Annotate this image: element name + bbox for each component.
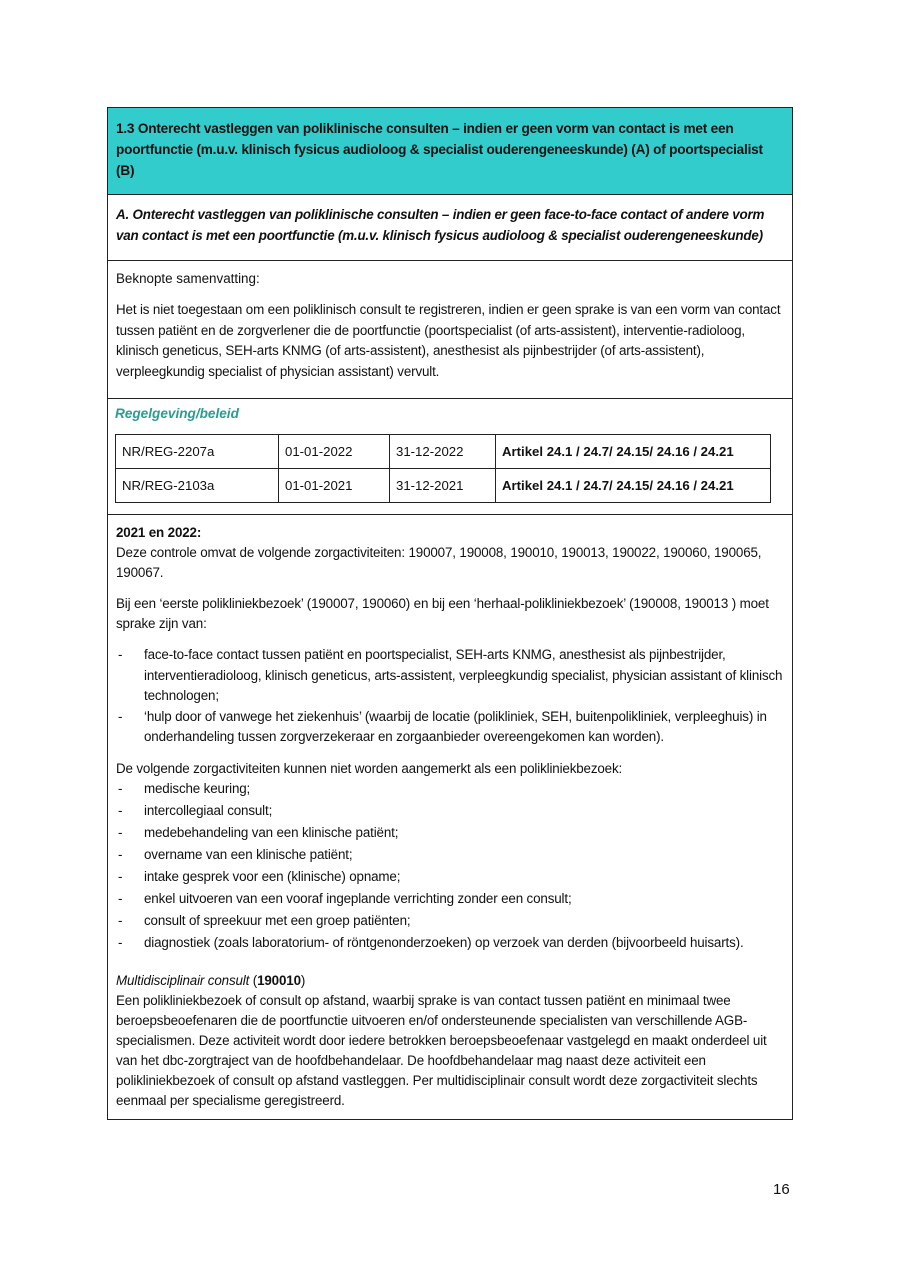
subsection-title: A. Onterecht vastleggen van poliklinische consulten – indien er geen face-to-face contact of andere vorm van contact is met een poortfunctie (m.u.v. klinisch fysicus audioloog & specialist ouderengeneeskunde) [116, 207, 765, 243]
section-header [108, 108, 792, 194]
exclusions-list [116, 779, 784, 953]
regulation-start-date: 01-01-2021 [279, 469, 390, 503]
paren-open: ( [249, 972, 258, 988]
list-item [116, 707, 784, 748]
dash-bullet: - [118, 846, 123, 862]
list-item [116, 801, 784, 821]
multidisciplinary-body: Een polikliniekbezoek of consult op afstand, waarbij sprake is van contact tussen patiënt en minimaal twee beroepsbeoefenaren die de poortfunctie uitvoeren en/of ondersteunende specialisten van verschillende AGB-specialismen. Deze activiteit wordt door iedere betrokken beroepsbeoefenaar vastgelegd en maakt onderdeel uit van het dbc-zorgtraject van de hoofdbehandelaar. De hoofdbehandelaar mag naast deze activiteit een polikliniekbezoek of consult op afstand vastleggen. Per multidisciplinair consult wordt deze zorgactiviteit slechts eenmaal per specialisme geregistreerd. [116, 992, 767, 1108]
list-item [116, 823, 784, 843]
dash-bullet: - [118, 912, 123, 928]
table-row [116, 435, 771, 469]
list-item [116, 845, 784, 865]
page-number: 16 [773, 1181, 790, 1198]
list-item-text: medebehandeling van een klinische patiënt; [144, 824, 399, 840]
list-item [116, 779, 784, 799]
dash-bullet: - [118, 708, 123, 724]
list-item-text: face-to-face contact tussen patiënt en poortspecialist, SEH-arts KNMG, anesthesist als pijnbestrijder, interventieradioloog, klinisch geneticus, arts-assistent, verpleegkundig specialist, physician assistant of klinisch technologen; [144, 647, 783, 703]
list-item [116, 867, 784, 887]
details-section [108, 514, 792, 1119]
list-item-text: ‘hulp door of vanwege het ziekenhuis’ (waarbij de locatie (polikliniek, SEH, buitenpolikliniek, verpleeghuis) in onderhandeling tussen zorgverzekeraar en zorgaanbieder overeengekomen kan worden). [144, 708, 767, 744]
multidisciplinary-label: Multidisciplinair consult [116, 972, 250, 988]
list-item-text: enkel uitvoeren van een vooraf ingeplande verrichting zonder een consult; [144, 890, 572, 906]
document-table [107, 107, 793, 1120]
regulation-articles: Artikel 24.1 / 24.7/ 24.15/ 24.16 / 24.21 [496, 469, 771, 503]
regulation-end-date: 31-12-2022 [390, 435, 496, 469]
subsection-header [108, 194, 792, 260]
regulation-section [108, 398, 792, 514]
list-item [116, 889, 784, 909]
regulation-code: NR/REG-2103a [116, 469, 279, 503]
dash-bullet: - [118, 780, 123, 796]
dash-bullet: - [118, 824, 123, 840]
dash-bullet: - [118, 647, 123, 662]
visit-intro: Bij een ‘eerste polikliniekbezoek’ (190007, 190060) en bij een ‘herhaal-polikliniekbezoek’ (190008, 190013 ) moet sprake zijn van: [116, 596, 769, 631]
table-row [116, 469, 771, 503]
list-item-text: medische keuring; [144, 780, 251, 796]
multidisciplinary-heading [116, 971, 784, 991]
paren-close: ) [300, 972, 306, 988]
regulation-start-date: 01-01-2022 [279, 435, 390, 469]
list-item-text: overname van een klinische patiënt; [144, 846, 353, 862]
list-item-text: intake gesprek voor een (klinische) opname; [144, 868, 401, 884]
years-heading: 2021 en 2022: [116, 525, 202, 540]
dash-bullet: - [118, 802, 123, 818]
control-text: Deze controle omvat de volgende zorgactiviteiten: 190007, 190008, 190010, 190013, 190022, 190060, 190065, 190067. [116, 545, 762, 580]
section-title: 1.3 Onterecht vastleggen van poliklinische consulten – indien er geen vorm van contact is met een poortfunctie (m.u.v. klinisch fysicus audioloog & specialist ouderengeneeskunde) (A) of poortspecialist (B) [116, 121, 763, 178]
regulation-end-date: 31-12-2021 [390, 469, 496, 503]
regulation-code: NR/REG-2207a [116, 435, 279, 469]
list-item [116, 645, 784, 707]
regulation-articles: Artikel 24.1 / 24.7/ 24.15/ 24.16 / 24.21 [496, 435, 771, 469]
summary-label: Beknopte samenvatting: [116, 271, 260, 286]
list-item-text: intercollegiaal consult; [144, 802, 273, 818]
list-item [116, 933, 784, 953]
dash-bullet: - [118, 890, 123, 906]
summary-section [108, 260, 792, 398]
regulation-title: Regelgeving/beleid [115, 406, 239, 421]
list-item [116, 911, 784, 931]
dash-bullet: - [118, 934, 123, 950]
exclusions-intro: De volgende zorgactiviteiten kunnen niet worden aangemerkt als een polikliniekbezoek: [116, 760, 623, 776]
regulation-table [115, 434, 771, 503]
requirements-list [116, 645, 784, 748]
summary-body: Het is niet toegestaan om een poliklinisch consult te registreren, indien er geen sprake is van een vorm van contact tussen patiënt en de zorgverlener die de poortfunctie (poortspecialist (of arts-assistent), interventie-radioloog, klinisch geneticus, SEH-arts KNMG (of arts-assistent), anesthesist als pijnbestrijder (of arts-assistent), verpleegkundig specialist of physician assistant) vervult. [116, 302, 781, 379]
multidisciplinary-code: 190010 [257, 972, 301, 988]
list-item-text: diagnostiek (zoals laboratorium- of röntgenonderzoeken) op verzoek van derden (bijvoorbeeld huisarts). [144, 934, 744, 950]
dash-bullet: - [118, 868, 123, 884]
list-item-text: consult of spreekuur met een groep patiënten; [144, 912, 411, 928]
